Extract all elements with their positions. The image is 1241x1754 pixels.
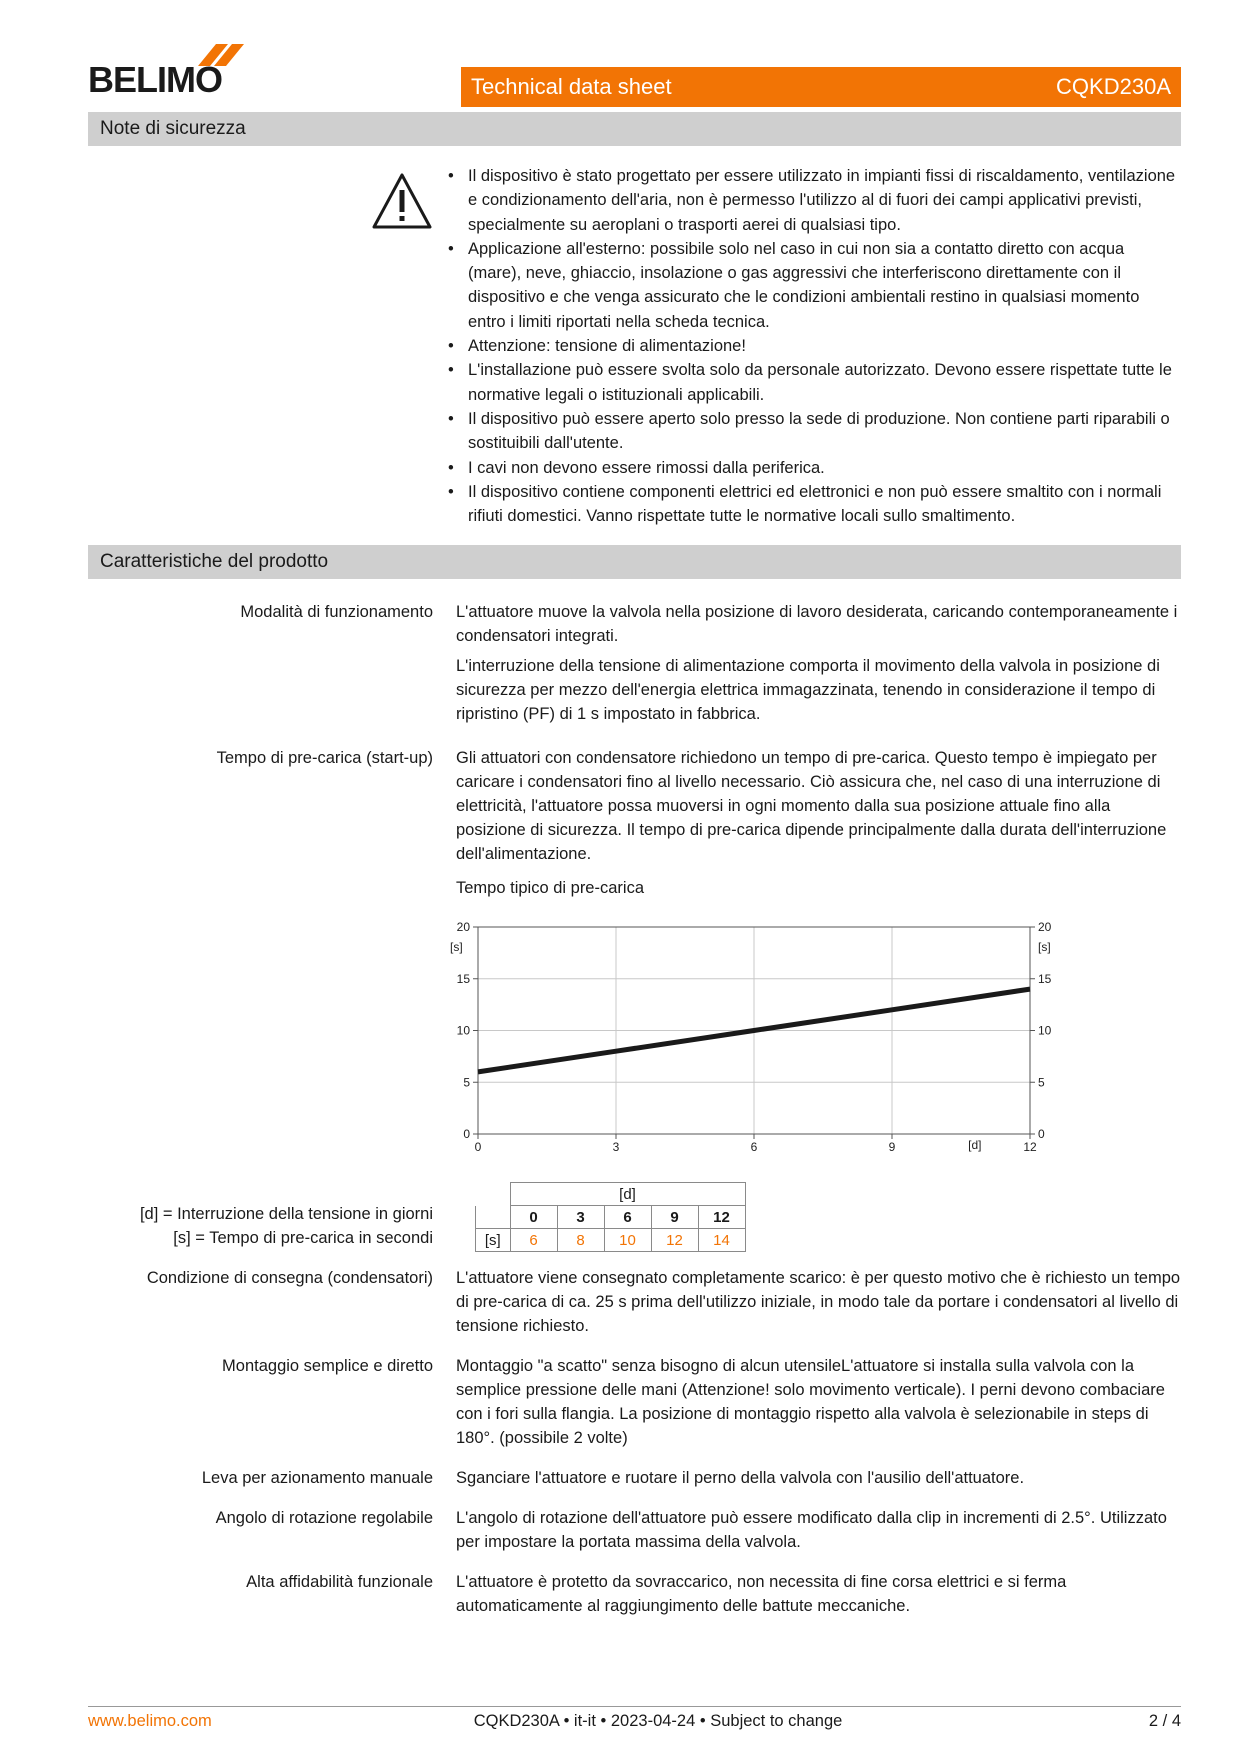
y-tick-label: 15: [456, 971, 470, 986]
feature-row-angle: [88, 1506, 1181, 1554]
warning-icon: [371, 172, 433, 230]
feature-value: L'attuatore viene consegnato completamente scarico: è per questo motivo che è richiesto un tempo di pre-carica di ca. 25 s prima dell'utilizzo iniziale, in modo tale da portare i condensatori al livello di tensione richiesto.: [456, 1269, 1181, 1335]
feature-paragraph: L'interruzione della tensione di alimentazione comporta il movimento della valvola in posizione di sicurezza per mezzo dell'energia elettrica immagazzinata, tenendo in considerazione il tempo di ripristino (PF) di 1 s impostato in fabbrica.: [456, 657, 1160, 723]
logo-text: BELIMO: [88, 59, 222, 100]
table-cell: 0: [510, 1206, 557, 1229]
header-bar: [461, 67, 1181, 107]
y-tick-label-right: 5: [1038, 1075, 1045, 1090]
header-title: Technical data sheet: [471, 74, 672, 99]
feature-value: [456, 600, 1181, 732]
x-tick-label: 12: [1023, 1140, 1037, 1154]
y-tick-label-right: 10: [1038, 1023, 1052, 1038]
table-row: [476, 1206, 746, 1229]
page-number: 2 / 4: [1148, 1712, 1181, 1730]
table-d-label: [d]: [510, 1183, 745, 1206]
safety-item: • Il dispositivo può essere aperto solo presso la sede di produzione. Non contiene parti riparabili o sostituibili dall'utente.: [448, 407, 1178, 456]
safety-item: • Il dispositivo è stato progettato per essere utilizzato in impianti fissi di riscaldamento, ventilazione e condizionamento dell'aria, non è permesso l'utilizzo al di fuori dei campi applicativi previsti, specialmente su aeroplani o trasporti aerei di qualsiasi tipo.: [448, 164, 1178, 237]
safety-list: [448, 164, 1178, 528]
feature-label: Montaggio semplice e diretto: [222, 1357, 433, 1375]
x-tick-label: 9: [888, 1140, 896, 1154]
legend-d: [d] = Interruzione della tensione in giorni: [139, 1205, 433, 1223]
y-tick-label: 20: [456, 920, 470, 934]
safety-item: • Il dispositivo contiene componenti elettrici ed elettronici e non può essere smaltito con i normali rifiuti domestici. Vanno rispettate tutte le normative locali sullo smaltimento.: [448, 480, 1178, 529]
belimo-logo: [88, 44, 244, 104]
feature-label: Modalità di funzionamento: [240, 603, 433, 621]
table-cell: 3: [557, 1206, 604, 1229]
feature-label: Condizione di consegna (condensatori): [146, 1269, 433, 1287]
header-model: CQKD230A: [1056, 74, 1171, 99]
features-bottom: [88, 1266, 1181, 1618]
safety-item: • L'installazione può essere svolta solo da personale autorizzato. Devono essere rispettate tutte le normative legali o istituzionali applicabili.: [448, 358, 1178, 407]
features-top: [88, 600, 1181, 872]
feature-label: Tempo di pre-carica (start-up): [216, 749, 433, 767]
table-cell: 6: [604, 1206, 651, 1229]
feature-value: L'attuatore è protetto da sovraccarico, non necessita di fine corsa elettrici e si ferma automaticamente al raggiungimento delle battute meccaniche.: [456, 1573, 1067, 1615]
y-tick-label: 0: [463, 1127, 470, 1141]
feature-value: [456, 746, 1181, 872]
footer: [88, 1712, 1181, 1736]
footer-meta: CQKD230A • it-it • 2023-04-24 • Subject to change: [473, 1712, 843, 1730]
table-cell: 6: [510, 1229, 557, 1252]
feature-row-mode: [88, 600, 1181, 732]
y-tick-label: 10: [456, 1023, 470, 1038]
feature-label: Leva per azionamento manuale: [201, 1469, 433, 1487]
table-cell: 9: [651, 1206, 698, 1229]
feature-label: Angolo di rotazione regolabile: [215, 1509, 433, 1527]
table-cell: 14: [698, 1229, 745, 1252]
x-tick-label: 6: [750, 1140, 758, 1154]
footer-link[interactable]: www.belimo.com: [88, 1712, 212, 1730]
precharge-chart: [440, 915, 1080, 1170]
feature-value: Montaggio "a scatto" senza bisogno di alcun utensileL'attuatore si installa sulla valvola con la semplice pressione delle mani (Attenzione! solo movimento verticale). I perni devono combaciare con i fori sulla flangia. La posizione di montaggio rispetto alla valvola è selezionabile in steps di 180°. (possibile 2 volte): [456, 1357, 1165, 1447]
table-cell: 10: [604, 1229, 651, 1252]
section-title-safety-text: Note di sicurezza: [100, 118, 246, 139]
table-cell: 12: [651, 1229, 698, 1252]
table-row: [476, 1229, 746, 1252]
footer-divider: [88, 1706, 1181, 1707]
y-tick-label-right: 15: [1038, 971, 1052, 986]
table-s-label: [s]: [476, 1229, 511, 1252]
x-tick-label: 0: [474, 1140, 482, 1154]
feature-row-lever: [88, 1466, 1181, 1490]
feature-paragraph: L'attuatore muove la valvola nella posizione di lavoro desiderata, caricando contemporaneamente i condensatori integrati.: [456, 603, 1178, 645]
table-cell: [476, 1206, 511, 1229]
feature-row-mount: [88, 1354, 1181, 1450]
table-cell: 8: [557, 1229, 604, 1252]
section-title-safety: [88, 112, 1181, 146]
chart-legend: [88, 1202, 433, 1250]
precharge-table: [475, 1182, 746, 1252]
chart-caption: Tempo tipico di pre-carica: [456, 879, 644, 897]
feature-row-delivery: [88, 1266, 1181, 1338]
safety-item: • Applicazione all'esterno: possibile solo nel caso in cui non sia a contatto diretto con acqua (mare), neve, ghiaccio, insolazione o gas aggressivi che interferiscono direttamente con il dispositivo e che venga assicurato che le condizioni ambientali restino in qualsiasi momento entro i limiti riportati nella scheda tecnica.: [448, 237, 1178, 334]
table-corner: [476, 1183, 511, 1206]
y-tick-label-right: 0: [1038, 1127, 1045, 1141]
section-title-features: [88, 545, 1181, 579]
feature-row-reliability: [88, 1570, 1181, 1618]
section-title-features-text: Caratteristiche del prodotto: [100, 551, 329, 572]
y-tick-label-right: 20: [1038, 920, 1052, 934]
table-cell: 12: [698, 1206, 745, 1229]
y-tick-label: 5: [463, 1075, 470, 1090]
y-axis-label-right: [s]: [1038, 940, 1051, 954]
safety-item: • Attenzione: tensione di alimentazione!: [448, 334, 1178, 358]
x-axis-label: [d]: [968, 1138, 982, 1152]
y-axis-label: [s]: [450, 940, 463, 954]
legend-s: [s] = Tempo di pre-carica in secondi: [173, 1229, 433, 1247]
feature-paragraph: Gli attuatori con condensatore richiedono un tempo di pre-carica. Questo tempo è impiegato per caricare i condensatori fino al livello necessario. Ciò assicura che, nel caso di una interruzione di elettricità, l'attuatore possa muoversi in ogni momento dalla sua posizione attuale fino alla posizione di sicurezza. Il tempo di pre-carica dipende principalmente dalla durata dell'interruzione dell'alimentazione.: [456, 749, 1167, 863]
feature-row-precharge: [88, 746, 1181, 872]
feature-value: L'angolo di rotazione dell'attuatore può essere modificato dalla clip in incrementi di 2.5°. Utilizzato per impostare la portata massima della valvola.: [456, 1509, 1167, 1551]
x-tick-label: 3: [612, 1140, 620, 1154]
safety-item: • I cavi non devono essere rimossi dalla periferica.: [448, 456, 1178, 480]
feature-label: Alta affidabilità funzionale: [246, 1573, 433, 1591]
feature-value: Sganciare l'attuatore e ruotare il perno della valvola con l'ausilio dell'attuatore.: [456, 1469, 1025, 1487]
